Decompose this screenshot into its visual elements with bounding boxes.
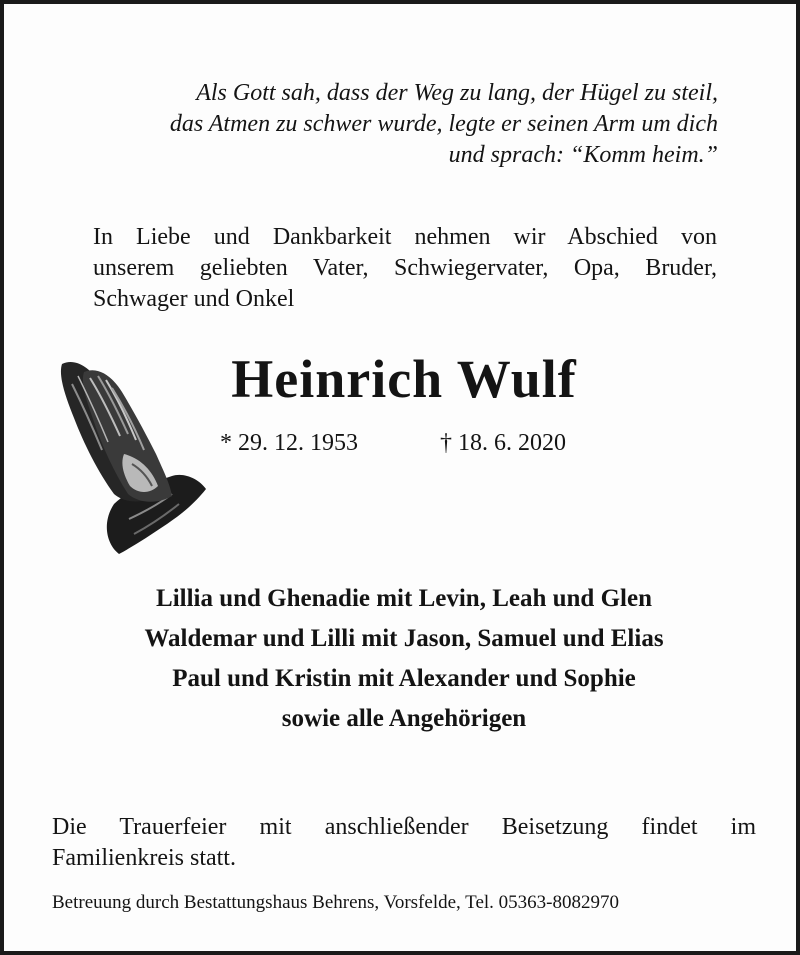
poem-line: und sprach: “Komm heim.”: [448, 142, 718, 168]
undertaker-info: Betreuung durch Bestattungshaus Behrens, Vorsfelde, Tel. 05363-8082970: [52, 892, 620, 913]
poem-line: Als Gott sah, dass der Weg zu lang, der Hügel zu steil,: [196, 80, 718, 106]
mourners-list: [64, 579, 744, 739]
ceremony-text: [52, 812, 756, 874]
mourners-line: Paul und Kristin mit Alexander und Sophie: [172, 665, 636, 692]
ceremony-line: Die Trauerfeier mit anschließender Beisetzung findet im: [52, 814, 756, 840]
poem: [104, 78, 718, 171]
intro-line: Schwager und Onkel: [93, 286, 295, 312]
intro-text: [93, 222, 717, 315]
poem-line: das Atmen zu schwer wurde, legte er seinen Arm um dich: [169, 111, 718, 137]
deceased-name: Heinrich Wulf: [231, 349, 577, 409]
intro-line: In Liebe und Dankbarkeit nehmen wir Abschied von: [93, 224, 717, 250]
intro-line: unserem geliebten Vater, Schwiegervater, Opa, Bruder,: [93, 255, 717, 281]
mourners-line: sowie alle Angehörigen: [281, 705, 527, 732]
birth-date: * 29. 12. 1953: [220, 430, 358, 456]
ceremony-line: Familienkreis statt.: [52, 845, 236, 871]
death-date: † 18. 6. 2020: [440, 430, 566, 456]
mourners-line: Waldemar und Lilli mit Jason, Samuel und Elias: [144, 625, 664, 652]
mourners-line: Lillia und Ghenadie mit Levin, Leah und Glen: [156, 585, 652, 612]
